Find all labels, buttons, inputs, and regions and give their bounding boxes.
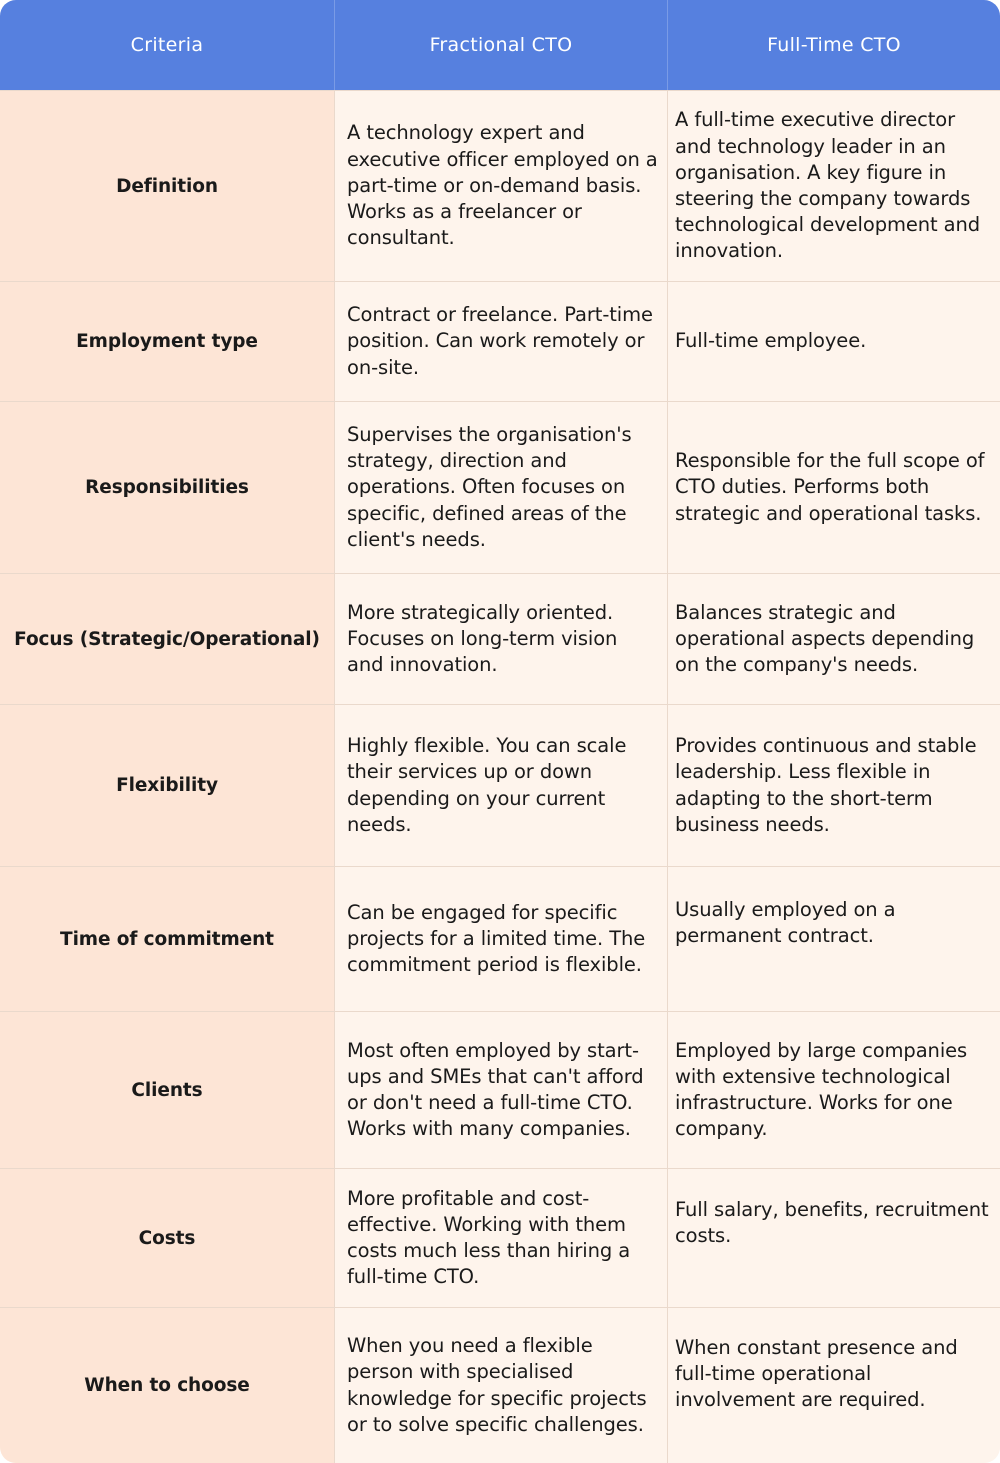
fractional-cell xyxy=(334,867,667,1011)
fulltime-text: Usually employed on a permanent contract. xyxy=(675,898,896,948)
fulltime-cell xyxy=(667,1169,1000,1307)
header-full-time-cto: Full-Time CTO xyxy=(667,0,1000,90)
fulltime-cell xyxy=(667,282,1000,401)
fulltime-cell xyxy=(667,574,1000,704)
table-row-definition xyxy=(0,90,1000,281)
fractional-cell xyxy=(334,1012,667,1168)
table-row-clients xyxy=(0,1011,1000,1168)
fractional-cell xyxy=(334,91,667,281)
fulltime-text: Employed by large companies with extensive technological infrastructure. Works for one company. xyxy=(675,1038,968,1141)
fractional-cell xyxy=(334,282,667,401)
fulltime-cell xyxy=(667,1012,1000,1168)
fractional-cell xyxy=(334,705,667,866)
fulltime-cell xyxy=(667,705,1000,866)
fractional-cell xyxy=(334,1308,667,1463)
table-row-flexibility xyxy=(0,704,1000,866)
table-row-focus xyxy=(0,573,1000,704)
fulltime-text: Responsible for the full scope of CTO duties. Performs both strategic and operational tasks. xyxy=(675,449,985,525)
fractional-text: Supervises the organisation's strategy, direction and operations. Often focuses on specific, defined areas of the client's needs. xyxy=(347,422,632,551)
fulltime-cell xyxy=(667,402,1000,573)
fulltime-cell xyxy=(667,867,1000,1011)
criteria-cell: Clients xyxy=(0,1012,334,1168)
fractional-text: Highly flexible. You can scale their services up or down depending on your current needs. xyxy=(347,734,627,836)
fractional-text: More strategically oriented. Focuses on long-term vision and innovation. xyxy=(347,600,618,677)
fractional-text: More profitable and cost-effective. Working with them costs much less than hiring a full-time CTO. xyxy=(347,1186,631,1289)
table-row-employment-type xyxy=(0,281,1000,401)
fulltime-text: Balances strategic and operational aspects depending on the company's needs. xyxy=(675,600,975,677)
fulltime-text: Provides continuous and stable leadership. Less flexible in adapting to the short-term business needs. xyxy=(675,734,977,836)
fractional-text: When you need a flexible person with specialised knowledge for specific projects or to solve specific challenges. xyxy=(347,1334,647,1436)
fulltime-cell xyxy=(667,1308,1000,1463)
criteria-cell: Definition xyxy=(0,91,334,281)
fulltime-cell xyxy=(667,91,1000,281)
fulltime-text: Full salary, benefits, recruitment costs. xyxy=(675,1198,989,1248)
criteria-cell: Focus (Strategic/Operational) xyxy=(0,574,334,704)
criteria-cell: Costs xyxy=(0,1169,334,1307)
fractional-text: Contract or freelance. Part-time position. Can work remotely or on-site. xyxy=(347,303,653,379)
header-fractional-cto: Fractional CTO xyxy=(334,0,667,90)
fractional-cell xyxy=(334,402,667,573)
criteria-cell: When to choose xyxy=(0,1308,334,1463)
fractional-text: Most often employed by start-ups and SMEs that can't afford or don't need a full-time CTO. Works with many companies. xyxy=(347,1038,644,1141)
fractional-text: Can be engaged for specific projects for a limited time. The commitment period is flexible. xyxy=(347,900,646,977)
criteria-cell: Responsibilities xyxy=(0,402,334,573)
table-row-time-of-commitment xyxy=(0,866,1000,1011)
table-row-costs xyxy=(0,1168,1000,1307)
fulltime-text: A full-time executive director and technology leader in an organisation. A key figure in steering the company towards technological development and innovation. xyxy=(675,108,981,263)
criteria-cell: Time of commitment xyxy=(0,867,334,1011)
fulltime-text: Full-time employee. xyxy=(675,329,867,353)
criteria-cell: Flexibility xyxy=(0,705,334,866)
header-criteria: Criteria xyxy=(130,34,204,56)
table-row-when-to-choose xyxy=(0,1307,1000,1463)
fractional-cell xyxy=(334,574,667,704)
criteria-cell: Employment type xyxy=(0,282,334,401)
fractional-cell xyxy=(334,1169,667,1307)
table-header xyxy=(0,0,1000,90)
fractional-text: A technology expert and executive officer employed on a part-time or on-demand basis. Works as a freelancer or consultant. xyxy=(347,121,658,250)
table-row-responsibilities xyxy=(0,401,1000,573)
fulltime-text: When constant presence and full-time operational involvement are required. xyxy=(675,1336,958,1412)
